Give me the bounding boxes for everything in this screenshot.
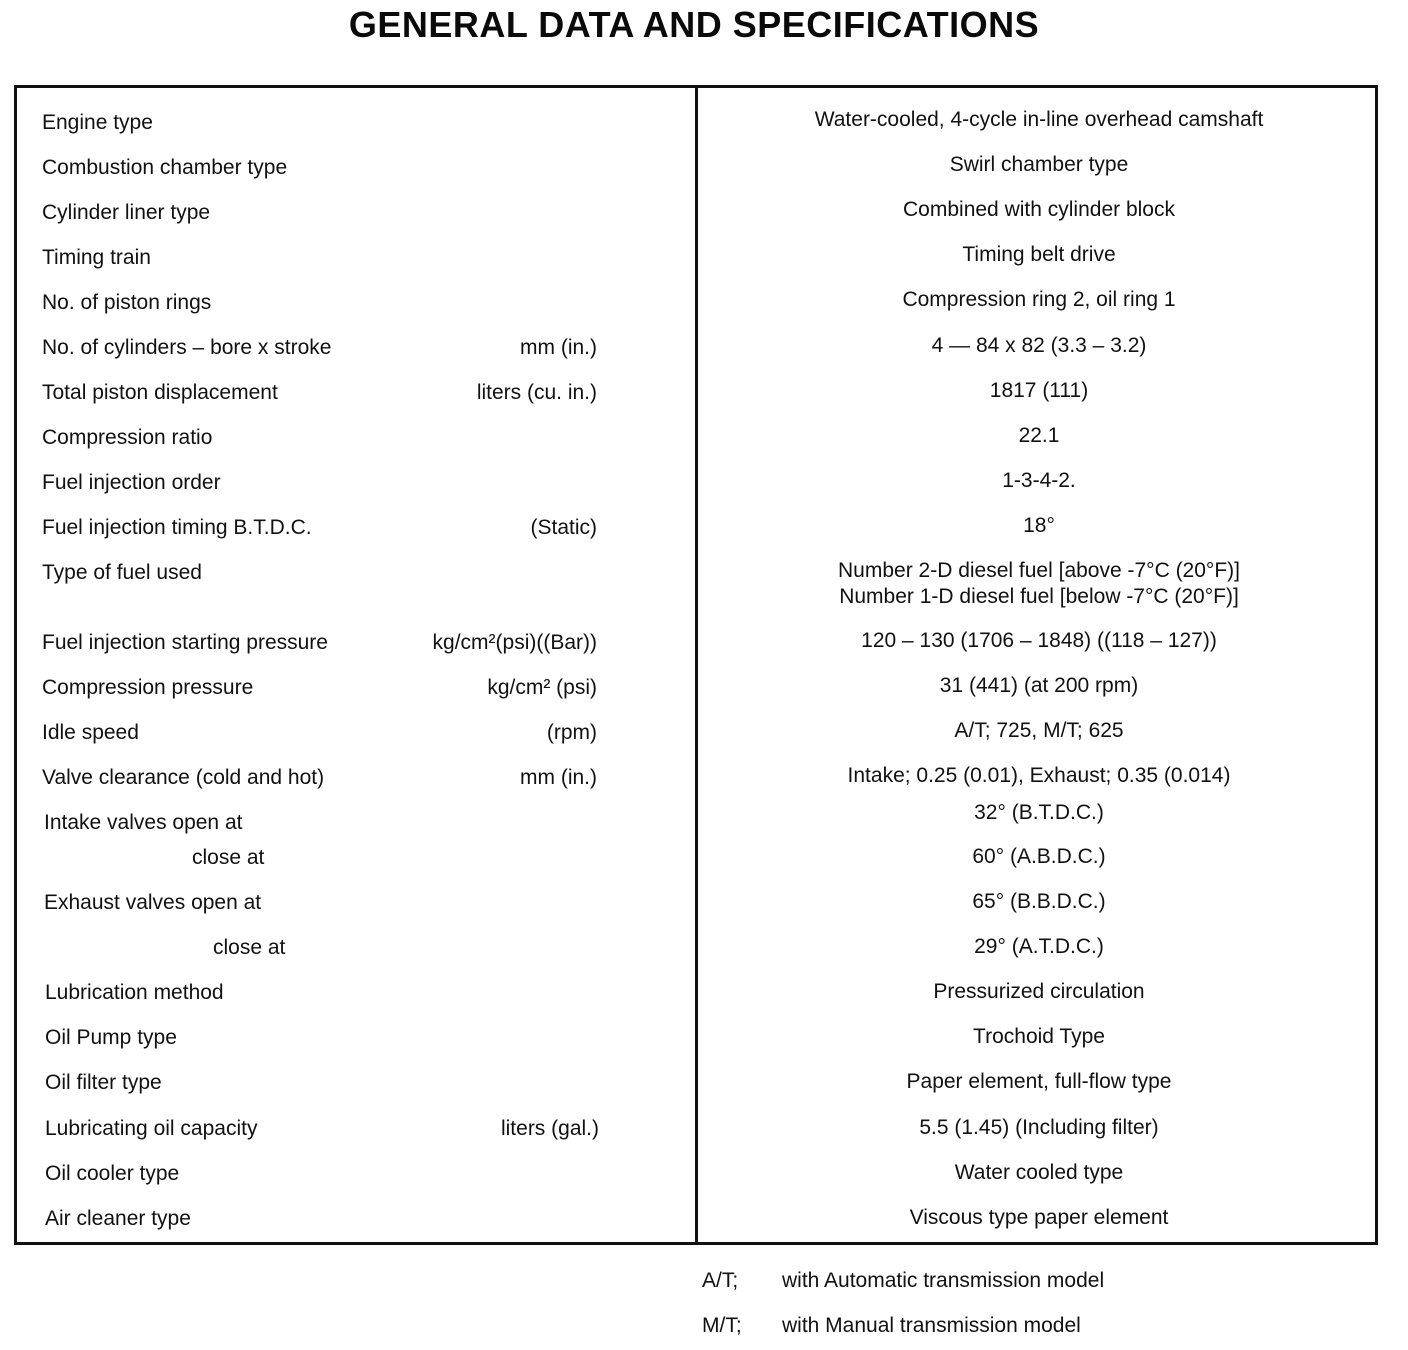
row-unit: kg/cm² (psi) bbox=[487, 676, 597, 699]
row-unit: kg/cm²(psi)((Bar)) bbox=[432, 631, 597, 654]
row-value: Timing belt drive bbox=[962, 243, 1116, 266]
row-label: Valve clearance (cold and hot) bbox=[42, 766, 325, 789]
row-label: Fuel injection order bbox=[42, 471, 221, 494]
row-unit: (rpm) bbox=[546, 721, 597, 744]
row-label: Oil Pump type bbox=[45, 1026, 177, 1049]
row-value: Combined with cylinder block bbox=[903, 198, 1175, 221]
row-unit: liters (gal.) bbox=[500, 1117, 599, 1140]
row-value: 4 — 84 x 82 (3.3 – 3.2) bbox=[931, 334, 1147, 357]
row-label: No. of piston rings bbox=[42, 291, 212, 314]
note-abbr: A/T; bbox=[702, 1269, 739, 1292]
note-text: with Manual transmission model bbox=[782, 1314, 1081, 1337]
row-unit: (Static) bbox=[530, 516, 597, 539]
row-label: Combustion chamber type bbox=[42, 156, 288, 179]
row-label: Cylinder liner type bbox=[42, 201, 211, 224]
row-value: 65° (B.B.D.C.) bbox=[972, 890, 1106, 913]
row-value: 29° (A.T.D.C.) bbox=[974, 935, 1104, 958]
row-value: Number 2-D diesel fuel [above -7°C (20°F)] bbox=[838, 559, 1240, 582]
row-value: Pressurized circulation bbox=[933, 980, 1145, 1003]
row-value: 1817 (111) bbox=[989, 379, 1089, 402]
row-value: Water cooled type bbox=[954, 1161, 1124, 1184]
row-unit: mm (in.) bbox=[520, 766, 597, 789]
row-value: 18° bbox=[1023, 514, 1055, 537]
row-value: 32° (B.T.D.C.) bbox=[974, 801, 1104, 824]
row-value: 22.1 bbox=[1018, 424, 1060, 447]
row-label: Lubricating oil capacity bbox=[45, 1117, 258, 1140]
row-label: Oil filter type bbox=[45, 1071, 162, 1094]
row-label: Compression pressure bbox=[42, 676, 254, 699]
row-label: close at bbox=[213, 936, 286, 959]
row-label: Exhaust valves open at bbox=[44, 891, 262, 914]
row-value: Intake; 0.25 (0.01), Exhaust; 0.35 (0.014) bbox=[847, 764, 1231, 787]
row-unit: mm (in.) bbox=[520, 336, 597, 359]
row-value: 5.5 (1.45) (Including filter) bbox=[919, 1116, 1159, 1139]
row-label: Air cleaner type bbox=[45, 1207, 191, 1230]
row-label: Oil cooler type bbox=[45, 1162, 180, 1185]
row-value: Water-cooled, 4-cycle in-line overhead camshaft bbox=[814, 108, 1264, 131]
row-label: Fuel injection starting pressure bbox=[42, 631, 328, 654]
row-value: 31 (441) (at 200 rpm) bbox=[939, 674, 1139, 697]
row-label: No. of cylinders – bore x stroke bbox=[42, 336, 332, 359]
row-label: close at bbox=[192, 846, 265, 869]
page-title: GENERAL DATA AND SPECIFICATIONS bbox=[348, 4, 1040, 45]
row-value: Swirl chamber type bbox=[949, 153, 1129, 176]
row-label: Compression ratio bbox=[42, 426, 213, 449]
row-label: Idle speed bbox=[42, 721, 139, 744]
note-abbr: M/T; bbox=[702, 1314, 742, 1337]
row-label: Lubrication method bbox=[45, 981, 224, 1004]
row-value: 120 – 130 (1706 – 1848) ((118 – 127)) bbox=[861, 629, 1217, 652]
row-label: Timing train bbox=[42, 246, 151, 269]
row-value: Paper element, full-flow type bbox=[906, 1070, 1172, 1093]
row-label: Type of fuel used bbox=[42, 561, 202, 584]
spec-table bbox=[14, 85, 1378, 1245]
row-value-line2: Number 1-D diesel fuel [below -7°C (20°F)] bbox=[839, 585, 1239, 608]
row-value: Compression ring 2, oil ring 1 bbox=[902, 288, 1176, 311]
row-value: Viscous type paper element bbox=[909, 1206, 1169, 1229]
row-label: Engine type bbox=[42, 111, 153, 134]
row-label: Intake valves open at bbox=[44, 811, 243, 834]
row-label: Fuel injection timing B.T.D.C. bbox=[42, 516, 312, 539]
row-value: 1-3-4-2. bbox=[1002, 469, 1076, 492]
row-value: Trochoid Type bbox=[973, 1025, 1105, 1048]
row-label: Total piston displacement bbox=[42, 381, 278, 404]
row-value: A/T; 725, M/T; 625 bbox=[954, 719, 1124, 742]
row-value: 60° (A.B.D.C.) bbox=[972, 845, 1106, 868]
row-unit: liters (cu. in.) bbox=[476, 381, 597, 404]
note-text: with Automatic transmission model bbox=[782, 1269, 1105, 1292]
